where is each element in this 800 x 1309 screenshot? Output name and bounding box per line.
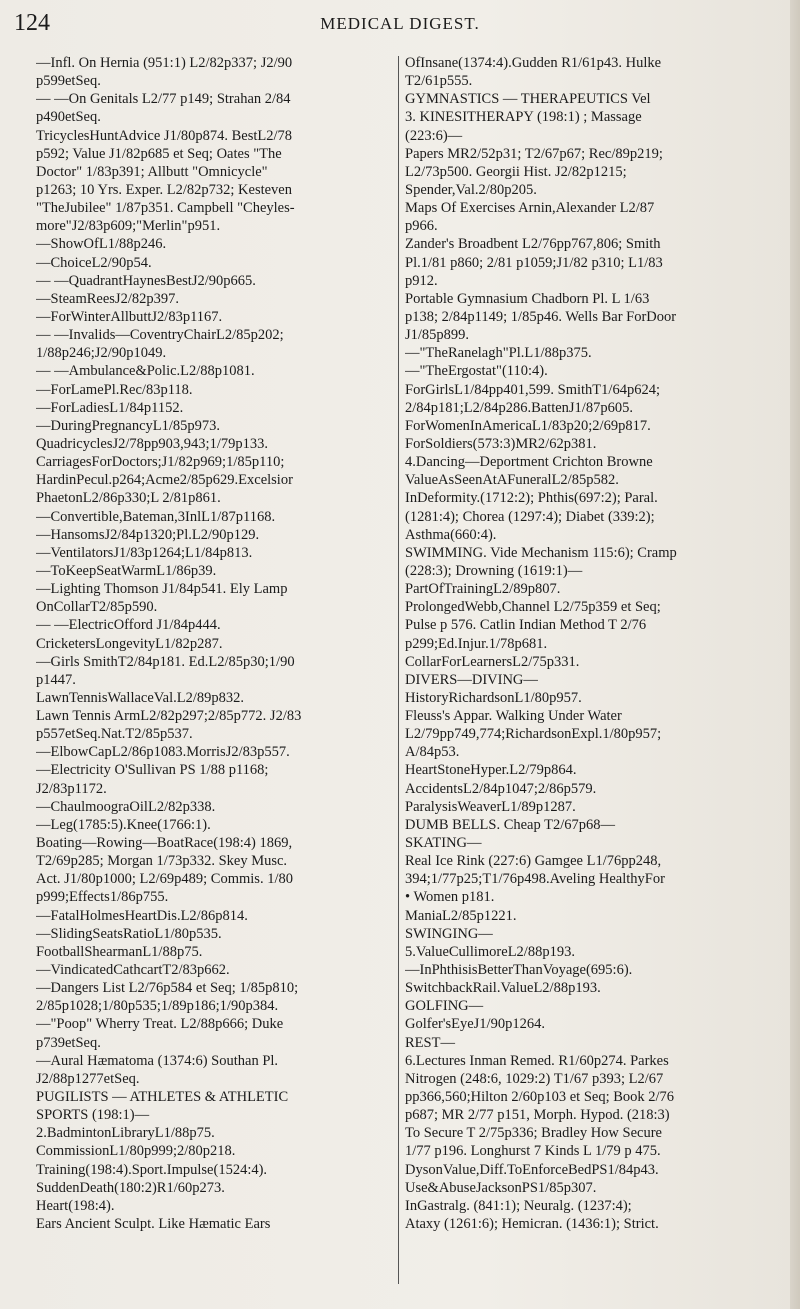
index-entry-line: J1/85p899.: [405, 327, 470, 344]
index-entry-line: —Infl. On Hernia (951:1) L2/82p337; J2/90: [36, 55, 293, 71]
running-title: MEDICAL DIGEST.: [320, 14, 480, 33]
index-entry-line: PartOfTrainingL2/89p807.: [405, 581, 561, 598]
index-entry-line: — —Ambulance&Polic.L2/88p1081.: [36, 363, 255, 380]
index-entry-line: 4.Dancing—Deportment Crichton Browne: [405, 454, 653, 471]
index-entry-line: T2/61p555.: [405, 73, 473, 90]
index-entry-line: —ForLadiesL1/84p1152.: [36, 399, 184, 416]
index-entry-line: Spender,Val.2/80p205.: [405, 181, 537, 198]
index-entry-line: pp366,560;Hilton 2/60p103 et Seq; Book 2/76: [405, 1089, 675, 1106]
index-entry-line: T2/69p285; Morgan 1/73p332. Skey Musc.: [36, 853, 288, 870]
index-entry-line: PhaetonL2/86p330;L 2/81p861.: [36, 490, 221, 507]
index-entry-line: —Electricity O'Sullivan PS 1/88 p1168;: [36, 762, 269, 779]
index-entry-line: Boating—Rowing—BoatRace(198:4) 1869,: [36, 835, 293, 852]
index-entry-line: ProlongedWebb,Channel L2/75p359 et Seq;: [405, 599, 661, 616]
index-entry-line: SwitchbackRail.ValueL2/88p193.: [405, 980, 601, 997]
index-entry-line: 1/88p246;J2/90p1049.: [36, 345, 167, 362]
index-entry-line: DIVERS—DIVING—: [405, 671, 538, 688]
index-entry-line: SKATING—: [405, 835, 482, 852]
index-entry-line: InDeformity.(1712:2); Phthis(697:2); Paral.: [405, 490, 658, 507]
index-entry-line: Maps Of Exercises Arnin,Alexander L2/87: [405, 200, 655, 217]
index-entry-line: HeartStoneHyper.L2/79p864.: [405, 762, 577, 779]
index-entry-line: more"J2/83p609;"Merlin"p951.: [36, 218, 221, 235]
index-entry-line: SWINGING—: [405, 925, 493, 942]
index-entry-line: —Lighting Thomson J1/84p541. Ely Lamp: [36, 581, 288, 598]
index-entry-line: GOLFING—: [405, 998, 484, 1015]
index-entry-line: p1263; 10 Yrs. Exper. L2/82p732; Kesteven: [36, 181, 292, 198]
index-entry-line: ForSoldiers(573:3)MR2/62p381.: [405, 435, 597, 452]
index-entry-line: p557etSeq.Nat.T2/85p537.: [36, 726, 193, 743]
index-entry-line: —ForLamePl.Rec/83p118.: [36, 381, 193, 398]
index-entry-line: To Secure T 2/75p336; Bradley How Secure: [405, 1125, 662, 1142]
index-entry-line: — —Invalids—CoventryChairL2/85p202;: [36, 327, 284, 344]
index-entry-line: 2.BadmintonLibraryL1/88p75.: [36, 1125, 215, 1142]
index-entry-line: CollarForLearnersL2/75p331.: [405, 653, 580, 670]
index-entry-line: (1281:4); Chorea (1297:4); Diabet (339:2);: [405, 508, 655, 525]
index-entry-line: —ElbowCapL2/86p1083.MorrisJ2/83p557.: [36, 744, 290, 761]
index-entry-line: HistoryRichardsonL1/80p957.: [405, 689, 582, 706]
index-entry-line: OfInsane(1374:4).Gudden R1/61p43. Hulke: [405, 55, 662, 71]
index-entry-line: L2/79pp749,774;RichardsonExpl.1/80p957;: [405, 726, 662, 743]
index-entry-line: Ears Ancient Sculpt. Like Hæmatic Ears: [36, 1216, 271, 1232]
index-entry-line: DysonValue,Diff.ToEnforceBedPS1/84p43.: [405, 1161, 659, 1178]
index-entry-line: ForGirlsL1/84pp401,599. SmithT1/64p624;: [405, 381, 660, 398]
page-header: [0, 4, 800, 40]
index-entry-line: —FatalHolmesHeartDis.L2/86p814.: [36, 907, 248, 924]
index-entry-line: —ShowOfL1/88p246.: [36, 236, 167, 253]
index-entry-line: —ChoiceL2/90p54.: [36, 254, 152, 271]
index-entry-line: REST—: [405, 1034, 455, 1051]
index-entry-line: (223:6)—: [405, 127, 463, 144]
index-entry-line: p999;Effects1/86p755.: [36, 889, 169, 906]
index-entry-line: ValueAsSeenAtAFuneralL2/85p582.: [405, 472, 619, 489]
index-entry-line: —SlidingSeatsRatioL1/80p535.: [36, 925, 222, 942]
index-entry-line: ManiaL2/85p1221.: [405, 907, 517, 924]
index-entry-line: InGastralg. (841:1); Neuralg. (1237:4);: [405, 1197, 632, 1214]
index-entry-line: Zander's Broadbent L2/76pp767,806; Smith: [405, 236, 661, 253]
index-entry-line: —Aural Hæmatoma (1374:6) Southan Pl.: [36, 1052, 279, 1069]
index-entry-line: —ToKeepSeatWarmL1/86p39.: [36, 562, 217, 579]
index-entry-line: p739etSeq.: [36, 1034, 101, 1051]
index-entry-line: — —QuadrantHaynesBestJ2/90p665.: [36, 272, 256, 289]
index-entry-line: —VentilatorsJ1/83p1264;L1/84p813.: [36, 544, 253, 561]
index-entry-line: Training(198:4).Sport.Impulse(1524:4).: [36, 1161, 268, 1178]
index-entry-line: HardinPecul.p264;Acme2/85p629.Excelsior: [36, 472, 293, 489]
index-entry-line: —ChaulmoograOilL2/82p338.: [36, 798, 216, 815]
index-entry-line: —VindicatedCathcartT2/83p662.: [36, 962, 230, 979]
index-entry-line: —"Poop" Wherry Treat. L2/88p666; Duke: [36, 1016, 284, 1033]
index-entry-line: Real Ice Rink (227:6) Gamgee L1/76pp248,: [405, 853, 662, 870]
index-entry-line: —InPhthisisBetterThanVoyage(695:6).: [405, 962, 633, 979]
index-entry-line: Heart(198:4).: [36, 1197, 115, 1214]
index-entry-line: • Women p181.: [405, 889, 495, 906]
index-entry-line: PUGILISTS — ATHLETES & ATHLETIC: [36, 1089, 289, 1106]
index-entry-line: Use&AbuseJacksonPS1/85p307.: [405, 1179, 597, 1196]
index-entry-line: ParalysisWeaverL1/89p1287.: [405, 798, 576, 815]
index-entry-line: p599etSeq.: [36, 73, 101, 90]
index-entry-line: Pulse p 576. Catlin Indian Method T 2/76: [405, 617, 647, 634]
index-entry-line: QuadricyclesJ2/78pp903,943;1/79p133.: [36, 435, 268, 452]
index-entry-line: —"TheRanelagh"Pl.L1/88p375.: [405, 345, 592, 362]
index-entry-line: CarriagesForDoctors;J1/82p969;1/85p110;: [36, 454, 285, 471]
index-entry-line: Ataxy (1261:6); Hemicran. (1436:1); Strict.: [405, 1216, 659, 1232]
index-entry-line: Portable Gymnasium Chadborn Pl. L 1/63: [405, 290, 650, 307]
index-entry-line: GYMNASTICS — THERAPEUTICS Vel: [405, 91, 651, 108]
index-entry-line: J2/83p1172.: [36, 780, 107, 797]
index-entry-line: 394;1/77p25;T1/76p498.Aveling HealthyFor: [405, 871, 665, 888]
index-entry-line: DUMB BELLS. Cheap T2/67p68—: [405, 816, 615, 833]
left-column: [36, 54, 396, 1233]
index-entry-line: ForWomenInAmericaL1/83p20;2/69p817.: [405, 417, 651, 434]
index-entry-line: AccidentsL2/84p1047;2/86p579.: [405, 780, 597, 797]
index-entry-line: p490etSeq.: [36, 109, 101, 126]
index-entry-line: 6.Lectures Inman Remed. R1/60p274. Parkes: [405, 1052, 669, 1069]
index-entry-line: 1/77 p196. Longhurst 7 Kinds L 1/79 p 475.: [405, 1143, 661, 1160]
index-entry-line: p966.: [405, 218, 438, 235]
index-entry-line: — —ElectricOfford J1/84p444.: [36, 617, 221, 634]
index-entry-line: SPORTS (198:1)—: [36, 1107, 150, 1124]
index-entry-line: Nitrogen (248:6, 1029:2) T1/67 p393; L2/67: [405, 1070, 664, 1087]
index-entry-line: LawnTennisWallaceVal.L2/89p832.: [36, 689, 245, 706]
column-divider: [398, 56, 399, 1284]
index-entry-line: — —On Genitals L2/77 p149; Strahan 2/84: [36, 91, 291, 108]
index-entry-line: CommissionL1/80p999;2/80p218.: [36, 1143, 236, 1160]
index-entry-line: 5.ValueCullimoreL2/88p193.: [405, 943, 575, 960]
index-entry-line: Lawn Tennis ArmL2/82p297;2/85p772. J2/83: [36, 708, 302, 725]
index-entry-line: A/84p53.: [405, 744, 460, 761]
index-entry-line: L2/73p500. Georgii Hist. J2/82p1215;: [405, 163, 627, 180]
index-entry-line: SuddenDeath(180:2)R1/60p273.: [36, 1179, 225, 1196]
index-entry-line: —Dangers List L2/76p584 et Seq; 1/85p810;: [36, 980, 299, 997]
page-number: 124: [14, 10, 50, 36]
index-entry-line: p1447.: [36, 671, 76, 688]
index-entry-line: Fleuss's Appar. Walking Under Water: [405, 708, 622, 725]
index-entry-line: —HansomsJ2/84p1320;Pl.L2/90p129.: [36, 526, 260, 543]
index-entry-line: —SteamReesJ2/82p397.: [36, 290, 179, 307]
index-entry-line: (228:3); Drowning (1619:1)—: [405, 562, 583, 579]
right-column: [405, 54, 765, 1233]
index-entry-line: Act. J1/80p1000; L2/69p489; Commis. 1/80: [36, 871, 293, 888]
index-entry-line: Papers MR2/52p31; T2/67p67; Rec/89p219;: [405, 145, 663, 162]
index-entry-line: —Convertible,Bateman,3InlL1/87p1168.: [36, 508, 276, 525]
index-entry-line: p299;Ed.Injur.1/78p681.: [405, 635, 548, 652]
index-entry-line: —Girls SmithT2/84p181. Ed.L2/85p30;1/90: [36, 653, 295, 670]
index-entry-line: SWIMMING. Vide Mechanism 115:6); Cramp: [405, 544, 677, 561]
index-entry-line: CricketersLongevityL1/82p287.: [36, 635, 223, 652]
index-entry-line: —Leg(1785:5).Knee(1766:1).: [36, 816, 211, 833]
index-entry-line: J2/88p1277etSeq.: [36, 1070, 140, 1087]
index-entry-line: 2/84p181;L2/84p286.BattenJ1/87p605.: [405, 399, 633, 416]
index-entry-line: 2/85p1028;1/80p535;1/89p186;1/90p384.: [36, 998, 279, 1015]
index-entry-line: —"TheErgostat"(110:4).: [405, 363, 548, 380]
index-entry-line: —DuringPregnancyL1/85p973.: [36, 417, 221, 434]
index-entry-line: —ForWinterAllbuttJ2/83p1167.: [36, 308, 223, 325]
page-edge-shadow: [790, 0, 800, 1309]
index-entry-line: OnCollarT2/85p590.: [36, 599, 158, 616]
index-entry-line: "TheJubilee" 1/87p351. Campbell "Cheyles-: [36, 200, 295, 217]
index-entry-line: Asthma(660:4).: [405, 526, 497, 543]
index-entry-line: Golfer'sEyeJ1/90p1264.: [405, 1016, 545, 1033]
index-entry-line: p912.: [405, 272, 438, 289]
index-entry-line: Pl.1/81 p860; 2/81 p1059;J1/82 p310; L1/83: [405, 254, 663, 271]
index-entry-line: Doctor" 1/83p391; Allbutt "Omnicycle": [36, 163, 268, 180]
index-entry-line: TricyclesHuntAdvice J1/80p874. BestL2/78: [36, 127, 293, 144]
index-entry-line: p687; MR 2/77 p151, Morph. Hypod. (218:3): [405, 1107, 670, 1124]
index-entry-line: FootballShearmanL1/88p75.: [36, 943, 203, 960]
index-entry-line: 3. KINESITHERAPY (198:1) ; Massage: [405, 109, 642, 126]
index-entry-line: p138; 2/84p1149; 1/85p46. Wells Bar ForDoor: [405, 308, 677, 325]
index-entry-line: p592; Value J1/82p685 et Seq; Oates "The: [36, 145, 282, 162]
